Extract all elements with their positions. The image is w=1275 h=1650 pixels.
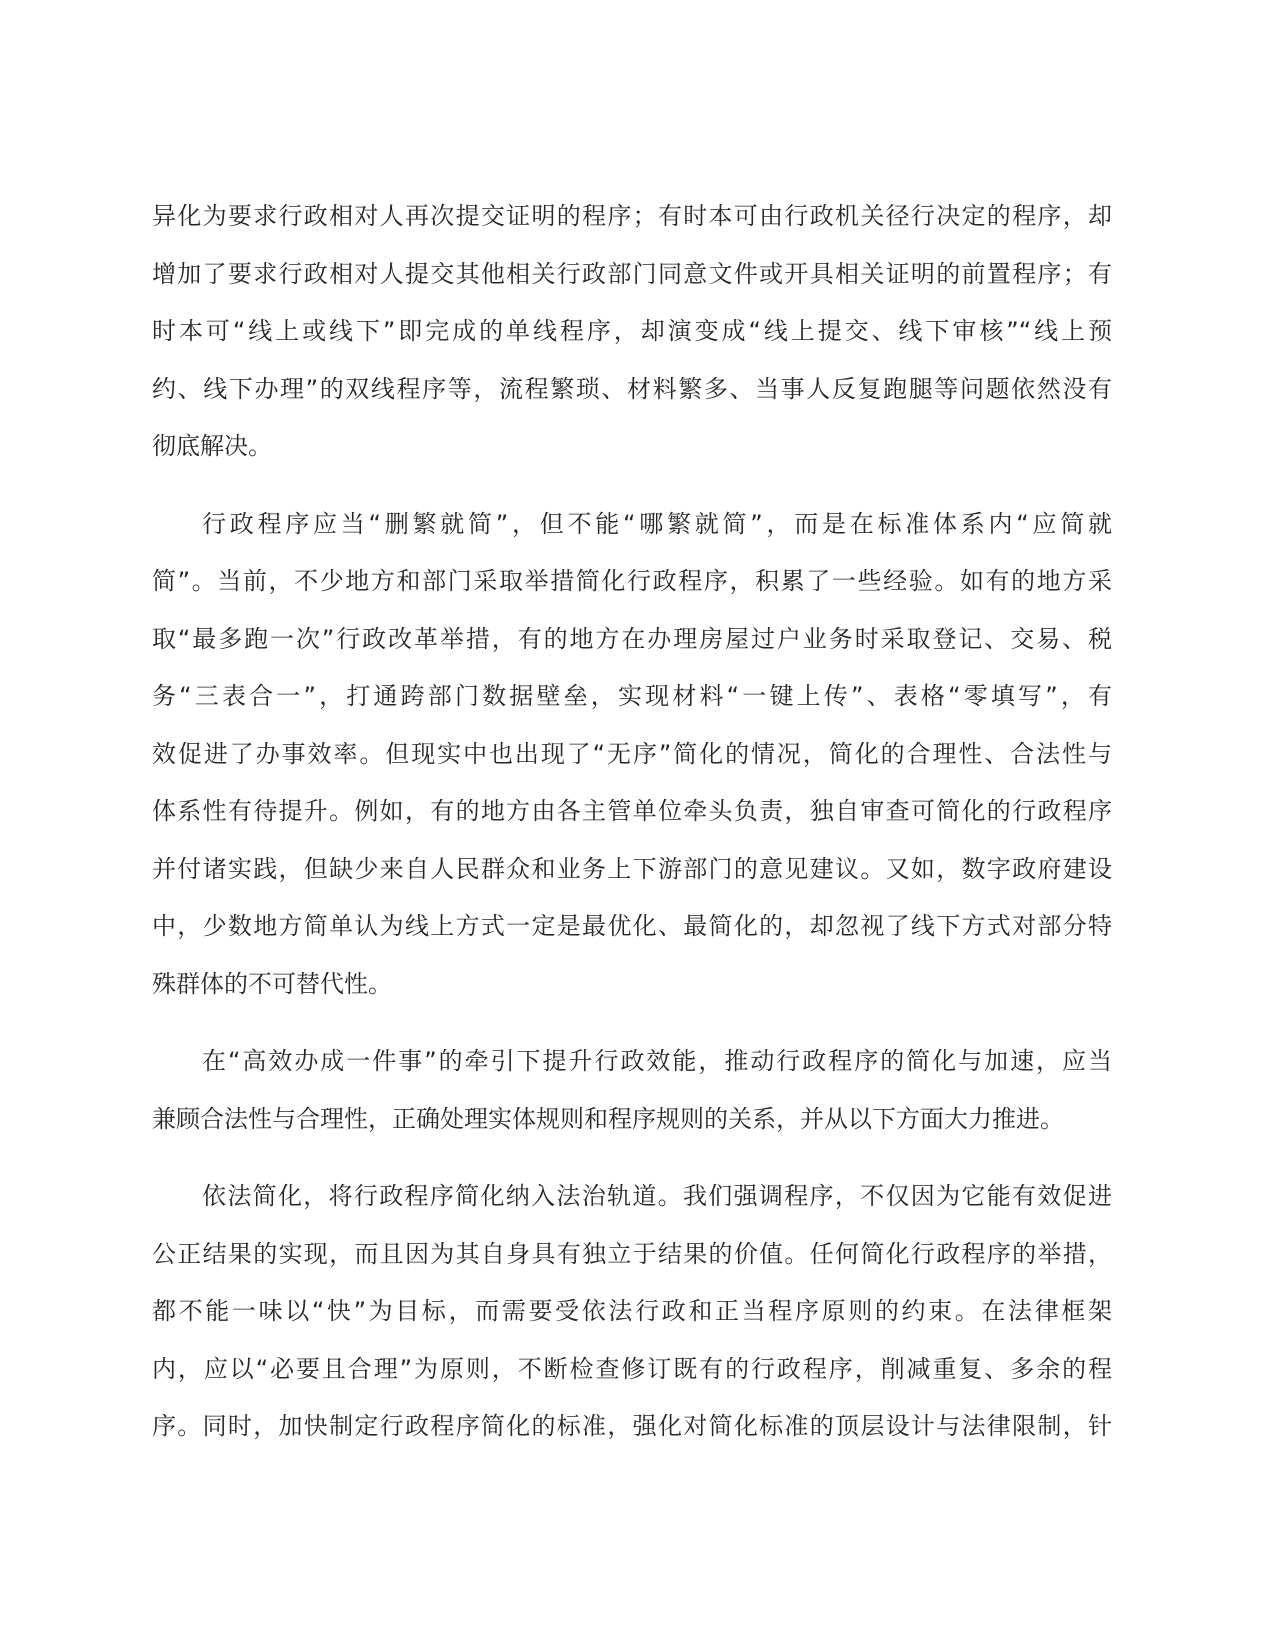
text-line: 取“最多跑一次”行政改革举措，有的地方在办理房屋过户业务时采取登记、交易、税	[152, 624, 1112, 653]
text-line: 公正结果的实现，而且因为其自身具有独立于结果的价值。任何简化行政程序的举措，	[152, 1239, 1112, 1268]
document-page	[152, 188, 1112, 1456]
paragraph-1	[152, 188, 1112, 476]
text-line: 并付诸实践，但缺少来自人民群众和业务上下游部门的意见建议。又如，数字政府建设	[152, 854, 1112, 883]
paragraph-2	[152, 496, 1112, 1014]
text-line: 效促进了办事效率。但现实中也出现了“无序”简化的情况，简化的合理性、合法性与	[152, 739, 1112, 768]
text-line: 殊群体的不可替代性。	[152, 969, 392, 998]
text-line: 在“高效办成一件事”的牵引下提升行政效能，推动行政程序的简化与加速，应当	[202, 1047, 1112, 1075]
text-line: 兼顾合法性与合理性，正确处理实体规则和程序规则的关系，并从以下方面大力推进。	[152, 1104, 1064, 1133]
text-line: 约、线下办理”的双线程序等，流程繁琐、材料繁多、当事人反复跑腿等问题依然没有	[152, 374, 1112, 403]
text-line: 异化为要求行政相对人再次提交证明的程序；有时本可由行政机关径行决定的程序，却	[152, 202, 1112, 230]
text-line: 都不能一味以“快”为目标，而需要受依法行政和正当程序原则的约束。在法律框架	[152, 1297, 1112, 1325]
text-line: 行政程序应当“删繁就简”，但不能“哪繁就简”，而是在标准体系内“应简就	[202, 509, 1112, 538]
text-line: 彻底解决。	[152, 432, 272, 460]
paragraph-4	[152, 1168, 1112, 1456]
text-line: 序。同时，加快制定行政程序简化的标准，强化对简化标准的顶层设计与法律限制，针	[152, 1412, 1112, 1440]
text-line: 体系性有待提升。例如，有的地方由各主管单位牵头负责，独自审查可简化的行政程序	[152, 797, 1112, 825]
paragraph-3	[152, 1033, 1112, 1148]
text-line: 依法简化，将行政程序简化纳入法治轨道。我们强调程序，不仅因为它能有效促进	[202, 1182, 1112, 1210]
text-line: 时本可“线上或线下”即完成的单线程序，却演变成“线上提交、线下审核”“线上预	[152, 317, 1112, 345]
text-line: 简”。当前，不少地方和部门采取举措简化行政程序，积累了一些经验。如有的地方采	[152, 567, 1112, 595]
text-line: 增加了要求行政相对人提交其他相关行政部门同意文件或开具相关证明的前置程序；有	[152, 259, 1112, 288]
text-line: 中，少数地方简单认为线上方式一定是最优化、最简化的，却忽视了线下方式对部分特	[152, 912, 1112, 940]
text-line: 务“三表合一”，打通跨部门数据壁垒，实现材料“一键上传”、表格“零填写”，有	[152, 682, 1112, 710]
text-line: 内，应以“必要且合理”为原则，不断检查修订既有的行政程序，削减重复、多余的程	[152, 1354, 1112, 1383]
